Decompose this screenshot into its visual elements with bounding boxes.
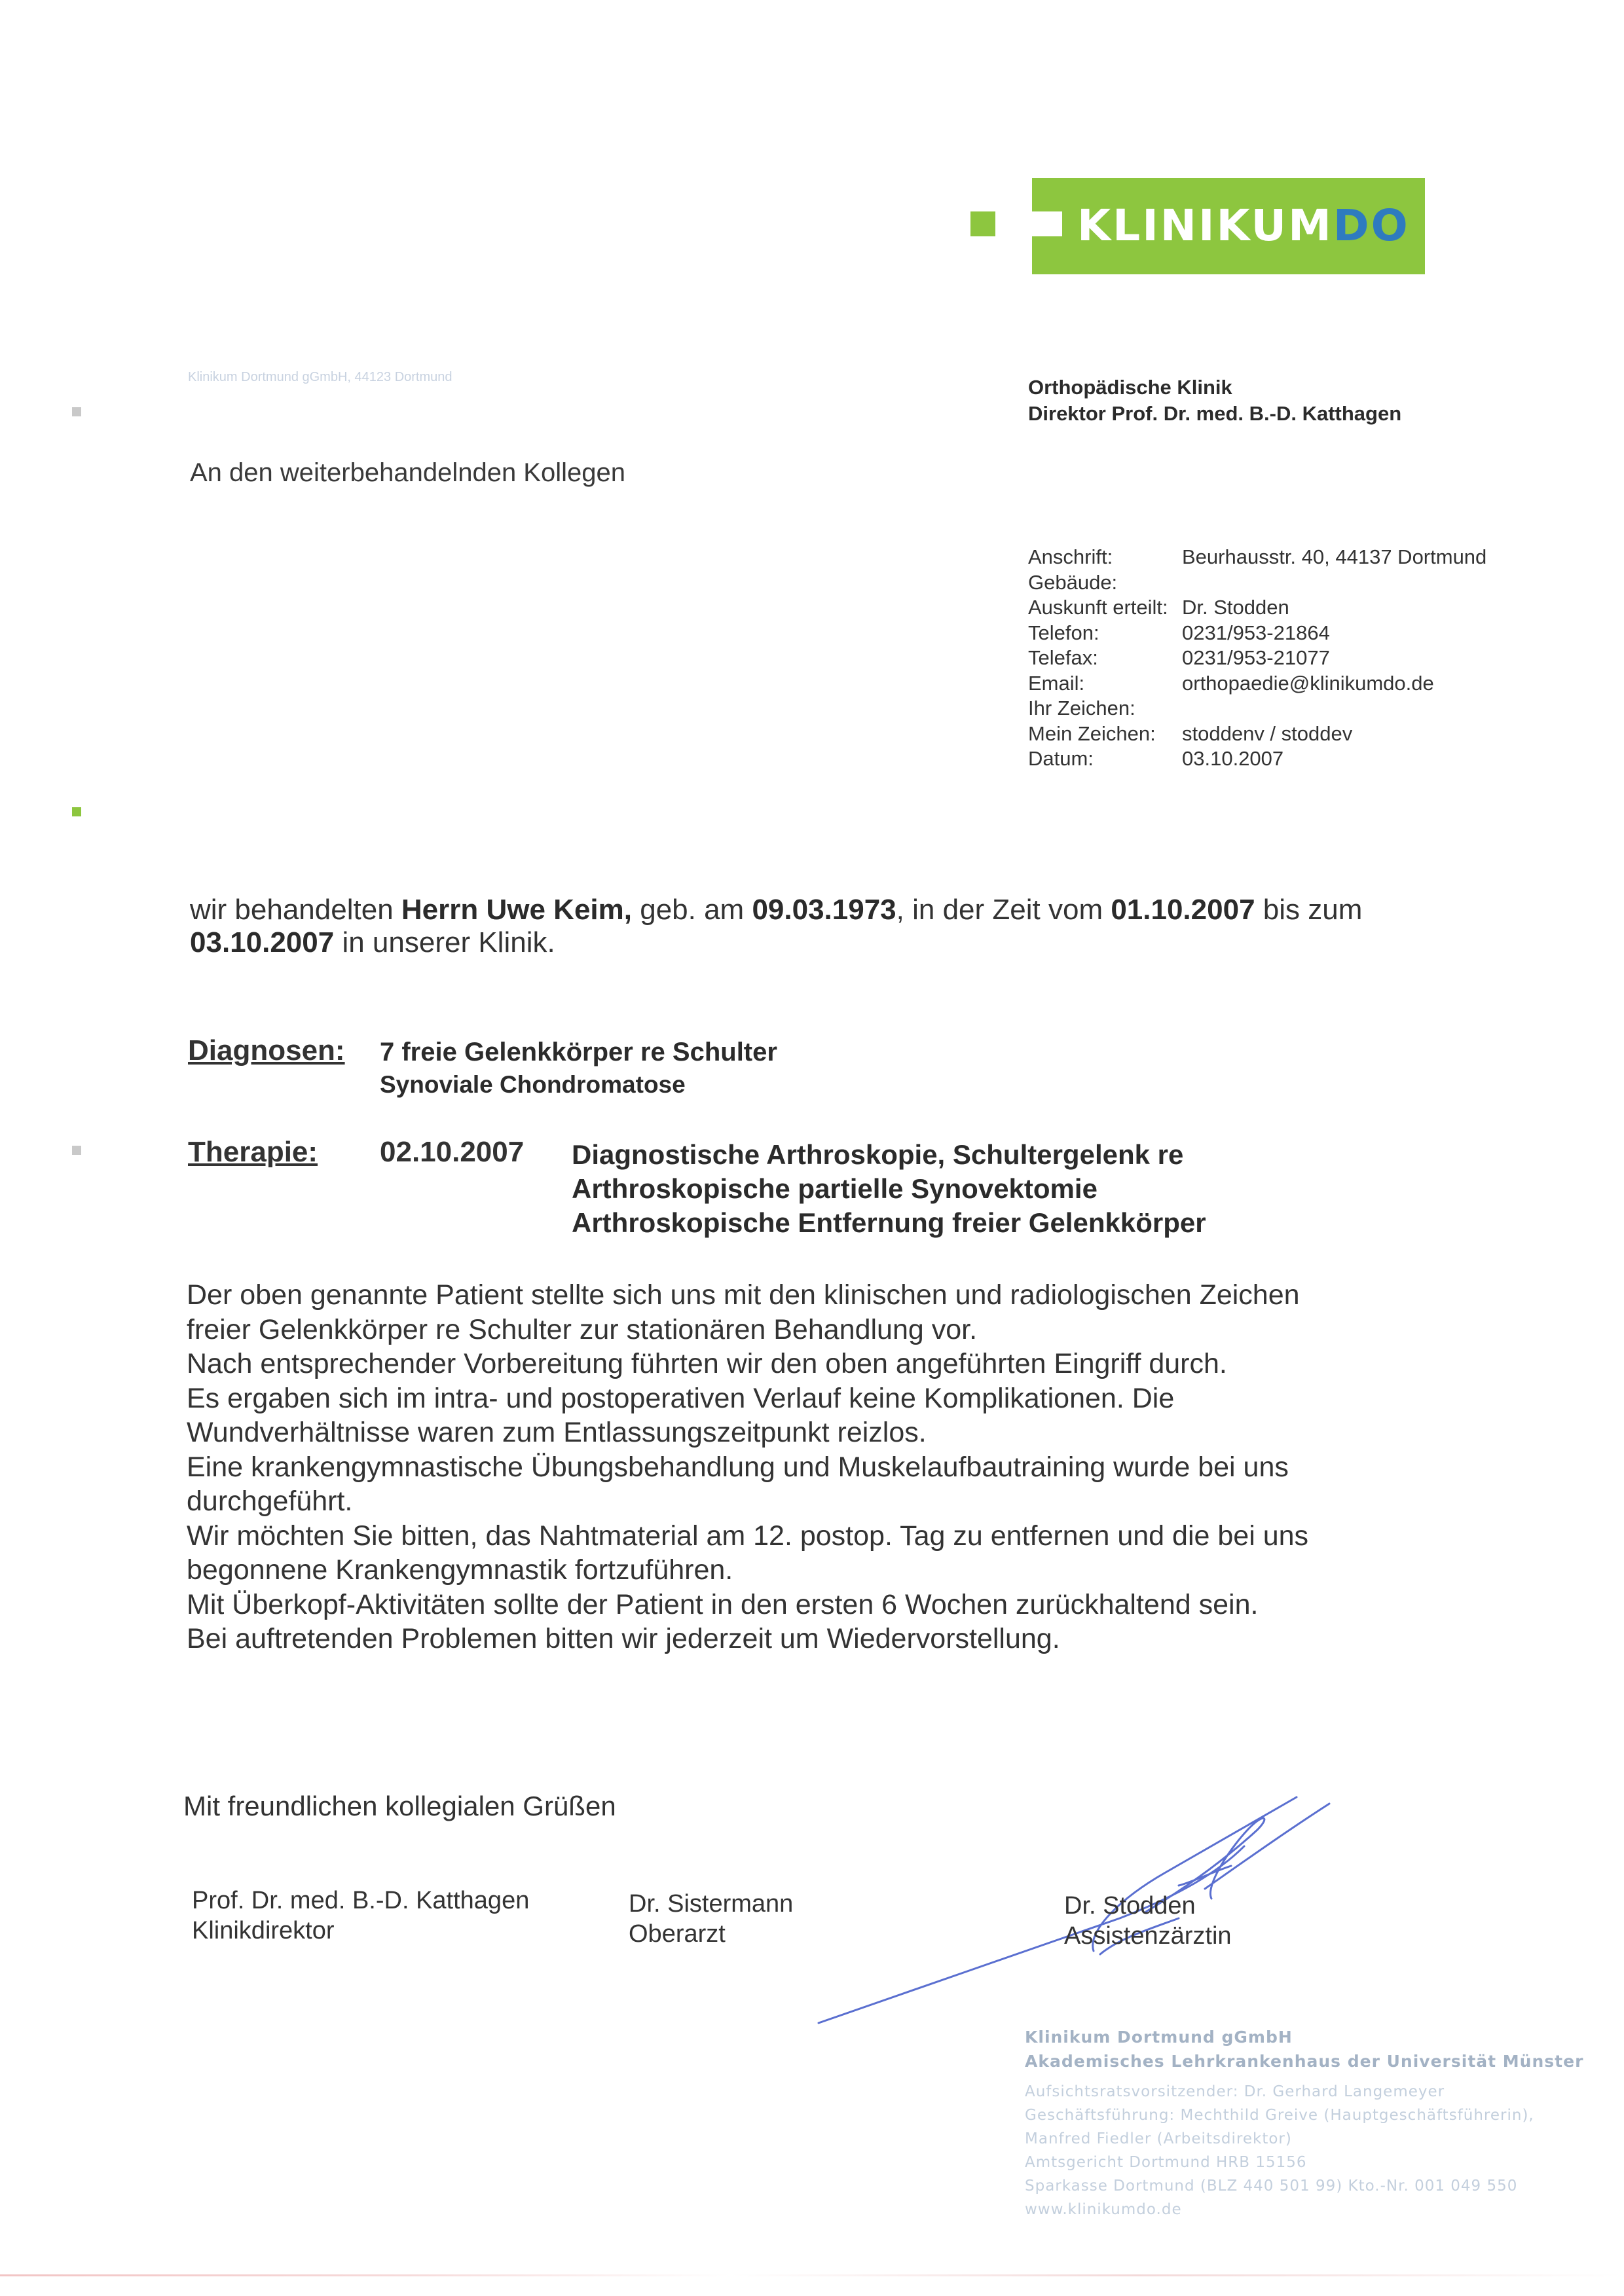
department-block [1028, 374, 1401, 427]
info-label: Gebäude: [1028, 570, 1118, 594]
fold-mark [72, 407, 81, 416]
signatory-assistant [1064, 1891, 1232, 1951]
body-line: Es ergaben sich im intra- und postoperativen Verlauf keine Komplikationen. Die [187, 1382, 1175, 1414]
signatory-senior-physician [629, 1889, 793, 1949]
footer-line: Manfred Fiedler (Arbeitsdirektor) [1025, 2130, 1292, 2147]
company-footer [1025, 2025, 1583, 2221]
footer-line: Aufsichtsratsvorsitzender: Dr. Gerhard Langemeyer [1025, 2083, 1445, 2100]
patient-name: Herrn Uwe Keim, [401, 894, 632, 926]
signatory-role: Oberarzt [629, 1920, 726, 1948]
info-label: Datum: [1028, 747, 1094, 770]
signatory-director [192, 1886, 529, 1946]
info-label: Email: [1028, 671, 1085, 695]
department-director: Direktor Prof. Dr. med. B.-D. Katthagen [1028, 402, 1402, 425]
contact-info-block [1028, 545, 1486, 772]
stay-start-date: 01.10.2007 [1111, 894, 1255, 926]
report-body [187, 1278, 1308, 1656]
info-label: Mein Zeichen: [1028, 721, 1156, 745]
info-row [1028, 646, 1486, 671]
intro-text: bis zum [1255, 894, 1363, 926]
info-row [1028, 671, 1486, 697]
intro-text: geb. am [632, 894, 752, 926]
info-value: Dr. Stodden [1182, 596, 1289, 619]
footer-website: www.klinikumdo.de [1025, 2201, 1182, 2218]
info-value: stoddenv / stoddev [1182, 721, 1353, 745]
intro-line-2 [190, 926, 1362, 959]
info-row [1028, 595, 1486, 621]
signatory-name: Dr. Sistermann [629, 1890, 794, 1918]
body-line: freier Gelenkkörper re Schulter zur stationären Behandlung vor. [187, 1313, 978, 1345]
body-line: Der oben genannte Patient stellte sich uns mit den klinischen und radiologischen Zeichen [187, 1279, 1300, 1311]
therapy-heading: Therapie: [188, 1136, 318, 1168]
diagnosis-item: Synoviale Chondromatose [380, 1071, 686, 1098]
body-line: Wir möchten Sie bitten, das Nahtmaterial am 12. postop. Tag zu entfernen und die bei uns [187, 1520, 1309, 1552]
footer-line: Amtsgericht Dortmund HRB 15156 [1025, 2154, 1307, 2171]
signatory-role: Assistenzärztin [1064, 1922, 1232, 1950]
therapy-date: 02.10.2007 [380, 1136, 525, 1168]
body-line: durchgeführt. [187, 1485, 353, 1517]
therapy-list [572, 1138, 1206, 1240]
footer-line: Geschäftsführung: Mechthild Greive (Hauptgeschäftsführerin), [1025, 2107, 1534, 2124]
info-row [1028, 746, 1486, 772]
info-label: Telefax: [1028, 646, 1098, 669]
info-label: Anschrift: [1028, 545, 1113, 568]
intro-paragraph [190, 894, 1362, 959]
intro-text: , in der Zeit vom [896, 894, 1111, 926]
info-row [1028, 721, 1486, 747]
info-value: 0231/953-21864 [1182, 621, 1330, 644]
info-row [1028, 621, 1486, 646]
info-value: 03.10.2007 [1182, 747, 1284, 770]
info-value: Beurhausstr. 40, 44137 Dortmund [1182, 545, 1487, 568]
body-line: Bei auftretenden Problemen bitten wir jederzeit um Wiedervorstellung. [187, 1623, 1060, 1654]
fold-mark [72, 1146, 81, 1155]
signatory-name: Dr. Stodden [1064, 1892, 1196, 1920]
closing-salutation: Mit freundlichen kollegialen Grüßen [183, 1791, 616, 1821]
footer-line: Sparkasse Dortmund (BLZ 440 501 99) Kto.-Nr. 001 049 550 [1025, 2178, 1518, 2195]
info-row [1028, 570, 1486, 596]
body-line: Mit Überkopf-Aktivitäten sollte der Patient in den ersten 6 Wochen zurückhaltend sein. [187, 1588, 1259, 1620]
info-label: Telefon: [1028, 621, 1099, 644]
signatory-role: Klinikdirektor [192, 1917, 335, 1944]
recipient: An den weiterbehandelnden Kollegen [190, 458, 625, 487]
therapy-item: Diagnostische Arthroskopie, Schultergelenk re [572, 1139, 1184, 1170]
therapy-item: Arthroskopische partielle Synovektomie [572, 1173, 1098, 1204]
intro-text: in unserer Klinik. [334, 926, 555, 958]
info-label: Ihr Zeichen: [1028, 697, 1135, 720]
body-line: begonnene Krankengymnastik fortzuführen. [187, 1554, 733, 1586]
logo-text-do: DO [1333, 200, 1410, 251]
therapy-item: Arthroskopische Entfernung freier Gelenkkörper [572, 1207, 1206, 1238]
diagnosis-item: 7 freie Gelenkkörper re Schulter [380, 1038, 777, 1066]
sender-line: Klinikum Dortmund gGmbH, 44123 Dortmund [188, 370, 452, 384]
department-name: Orthopädische Klinik [1028, 376, 1232, 399]
logo-notch [1032, 211, 1062, 236]
logo-square-icon [970, 211, 995, 236]
info-value: 0231/953-21077 [1182, 646, 1330, 669]
info-value: orthopaedie@klinikumdo.de [1182, 671, 1434, 695]
logo-text-klinikum: KLINIKUM [1077, 200, 1333, 251]
info-row [1028, 545, 1486, 570]
fold-mark [72, 807, 81, 816]
info-row [1028, 696, 1486, 721]
bottom-edge-strip [0, 2274, 1624, 2276]
info-label: Auskunft erteilt: [1028, 596, 1168, 619]
body-line: Wundverhältnisse waren zum Entlassungszeitpunkt reizlos. [187, 1417, 927, 1448]
diagnosis-list [380, 1036, 777, 1101]
body-line: Nach entsprechender Vorbereitung führten wir den oben angeführten Eingriff durch. [187, 1348, 1227, 1379]
signatory-name: Prof. Dr. med. B.-D. Katthagen [192, 1887, 530, 1914]
patient-dob: 09.03.1973 [752, 894, 896, 926]
intro-text: wir behandelten [190, 894, 401, 926]
logo-text [1077, 196, 1410, 255]
stay-end-date: 03.10.2007 [190, 926, 335, 958]
intro-line-1 [190, 894, 1362, 926]
body-line: Eine krankengymnastische Übungsbehandlung und Muskelaufbautraining wurde bei uns [187, 1451, 1289, 1483]
footer-company: Klinikum Dortmund gGmbH [1025, 2028, 1293, 2047]
diagnosis-heading: Diagnosen: [188, 1034, 345, 1066]
footer-affiliation: Akademisches Lehrkrankenhaus der Universität Münster [1025, 2052, 1584, 2071]
